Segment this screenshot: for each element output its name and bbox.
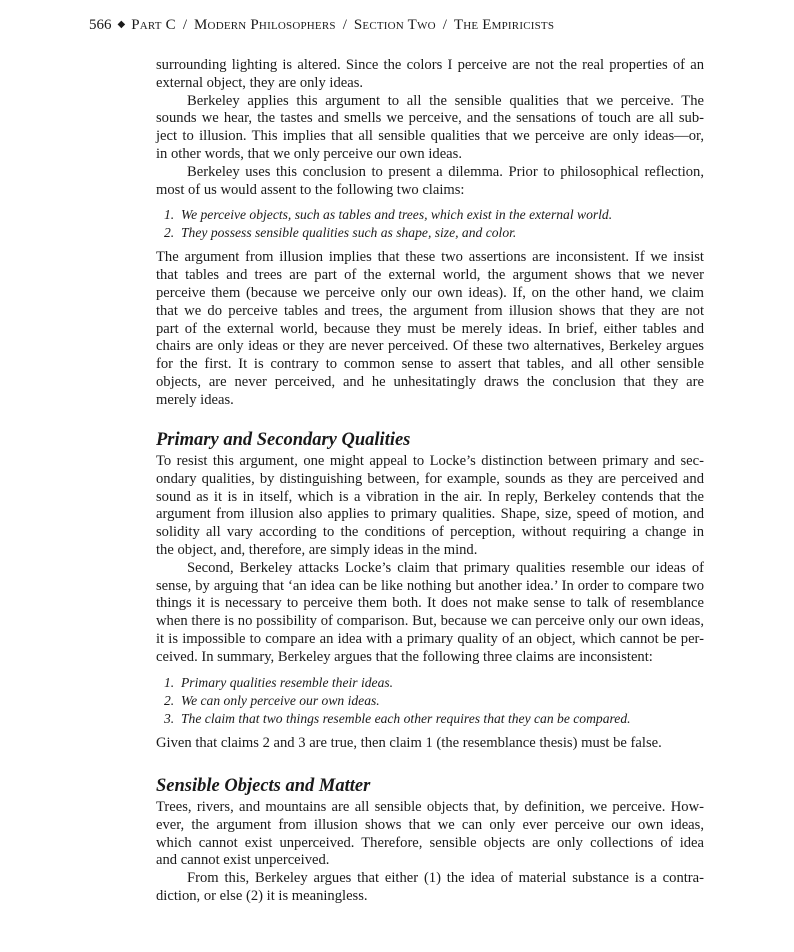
text-line: Second, Berkeley attacks Locke’s claim that primary qualities resemble our ideas of xyxy=(187,559,704,576)
list-item-text: The claim that two things resemble each other requires that they can be compared. xyxy=(181,710,631,726)
text-line: ever, the argument from illusion shows that we can only ever perceive our own ideas, xyxy=(156,816,704,833)
text-line: ject to illusion. This implies that all sensible qualities that we perceive are only ideas—or, xyxy=(156,128,704,145)
header-book-section: Modern Philosophers xyxy=(194,17,336,33)
list-item-number: 3. xyxy=(164,710,175,726)
paragraph xyxy=(156,870,704,906)
paragraph xyxy=(156,249,704,409)
running-header xyxy=(89,17,554,34)
paragraph xyxy=(156,57,704,93)
section-sensible-objects-matter xyxy=(156,775,704,906)
paragraph xyxy=(156,799,704,870)
text-line: argument from illusion also applies to primary qualities. Shape, size, speed of motion, and xyxy=(156,506,704,523)
section-heading: Sensible Objects and Matter xyxy=(156,776,371,796)
text-line: chairs are only ideas or they are never perceived. Of these two alternatives, Berkeley argues xyxy=(156,338,704,355)
header-separator: / xyxy=(342,17,347,33)
text-line: and cannot exist unperceived. xyxy=(156,852,330,869)
text-line: sense, by arguing that ‘an idea can be like nothing but another idea.’ In order to compare two xyxy=(156,577,704,594)
text-line: part of the external world, because they must be merely ideas. In brief, either tables and xyxy=(156,320,704,337)
text-line: external object, they are only ideas. xyxy=(156,74,364,91)
text-line: The argument from illusion implies that these two assertions are inconsistent. If we insist xyxy=(156,249,704,266)
section-primary-secondary-qualities xyxy=(156,429,704,752)
list-item xyxy=(164,674,704,692)
paragraph xyxy=(156,164,704,200)
section-heading: Primary and Secondary Qualities xyxy=(156,430,411,450)
header-separator: / xyxy=(442,17,447,33)
list-item xyxy=(164,710,704,728)
text-line: merely ideas. xyxy=(156,391,234,408)
list-item xyxy=(164,206,704,224)
page-number: 566 xyxy=(89,17,112,33)
text-line: diction, or else (2) it is meaningless. xyxy=(156,887,368,904)
list-item xyxy=(164,692,704,710)
paragraph xyxy=(156,560,704,667)
diamond-ornament-icon: ◆ xyxy=(117,19,126,30)
text-line: From this, Berkeley argues that either (1) the idea of material substance is a contra- xyxy=(187,870,704,887)
text-line: sounds we hear, the tastes and smells we perceive, and the sensations of touch are all sub- xyxy=(156,110,704,127)
text-line: sound as it is in itself, which is a vibration in the air. In reply, Berkeley contends that the xyxy=(156,488,704,505)
list-item-text: They possess sensible qualities such as shape, size, and color. xyxy=(181,225,517,241)
text-line: Given that claims 2 and 3 are true, then claim 1 (the resemblance thesis) must be false. xyxy=(156,734,662,751)
text-line: that we do perceive tables and trees, the argument from illusion shows that they are not xyxy=(156,302,704,319)
list-item-number: 1. xyxy=(164,674,175,690)
header-chapter: The Empiricists xyxy=(453,17,555,33)
list-item-number: 2. xyxy=(164,225,175,241)
list-item-text: Primary qualities resemble their ideas. xyxy=(181,674,394,690)
text-line: To resist this argument, one might appeal to Locke’s distinction between primary and sec- xyxy=(156,453,704,469)
text-line: perceive them (because we perceive only our own ideas). If, on the other hand, we claim xyxy=(156,284,704,301)
text-line: most of us would assent to the following two claims: xyxy=(156,181,465,198)
text-line: in other words, that we only perceive our own ideas. xyxy=(156,145,462,162)
text-line: that tables and trees are part of the external world, the argument shows that we never xyxy=(156,267,704,284)
list-item-number: 1. xyxy=(164,207,175,223)
text-line: which cannot exist unperceived. Therefore, sensible objects are only collections of idea xyxy=(156,834,704,851)
list-item-number: 2. xyxy=(164,692,175,708)
text-line: for the first. It is contrary to common sense to assert that tables, and all other sensible xyxy=(156,356,704,373)
list-item-text: We perceive objects, such as tables and trees, which exist in the external world. xyxy=(181,207,613,223)
text-line: ondary qualities, by distinguishing between, for example, sounds as they are perceived and xyxy=(156,470,704,487)
text-line: ceived. In summary, Berkeley argues that the following three claims are inconsistent: xyxy=(156,648,653,665)
section-intro xyxy=(156,57,704,410)
text-line: surrounding lighting is altered. Since the colors I perceive are not the real properties of an xyxy=(156,57,704,73)
paragraph xyxy=(156,453,704,560)
list-item xyxy=(164,224,704,242)
list-item-text: We can only perceive our own ideas. xyxy=(181,692,380,708)
text-line: Trees, rivers, and mountains are all sensible objects that, by definition, we perceive. How- xyxy=(156,799,704,815)
text-line: the object, and, therefore, are simply ideas in the mind. xyxy=(156,541,478,558)
header-section: Section Two xyxy=(353,17,436,33)
header-part: Part C xyxy=(131,17,176,33)
text-line: it is impossible to compare an idea with a primary quality of an object, which cannot be per- xyxy=(156,630,704,647)
text-line: objects, are never perceived, and he unhesitatingly draws the conclusion that they are xyxy=(156,373,704,390)
paragraph xyxy=(156,93,704,164)
text-line: things it is necessary to perceive them both. It does not make sense to talk of resemblance xyxy=(156,595,704,612)
text-line: Berkeley uses this conclusion to present a dilemma. Prior to philosophical reflection, xyxy=(187,163,704,180)
claims-list xyxy=(164,206,704,242)
claims-list xyxy=(164,674,704,728)
text-line: when there is no possibility of comparison. But, because we can perceive only our own ideas, xyxy=(156,613,704,630)
text-line: Berkeley applies this argument to all the sensible qualities that we perceive. The xyxy=(187,92,704,109)
text-line: solidity all vary according to the conditions of perception, without requiring a change in xyxy=(156,524,704,541)
paragraph xyxy=(156,735,704,753)
header-separator: / xyxy=(182,17,188,33)
